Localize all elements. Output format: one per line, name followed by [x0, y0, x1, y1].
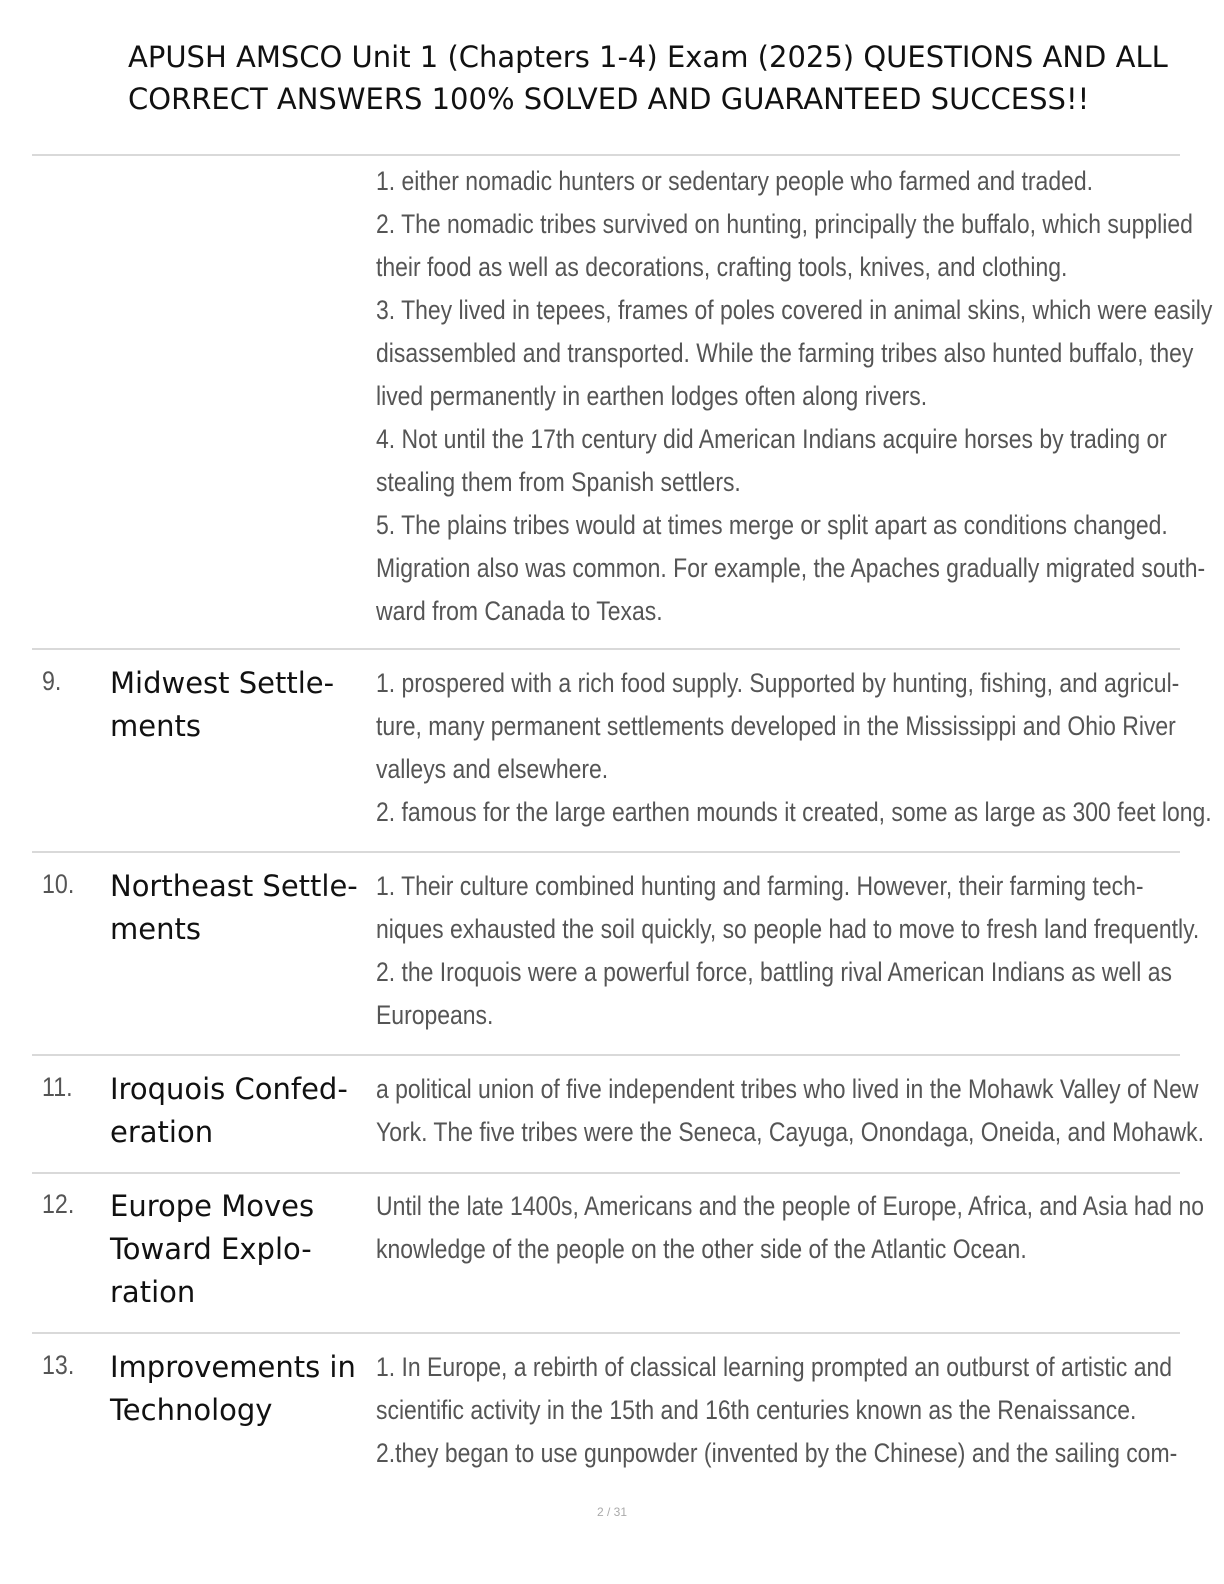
card-number: 13. — [42, 1350, 75, 1380]
definition-line: Migration also was common. For example, the Apaches gradually migrated south- — [376, 553, 1206, 583]
definition-line: Until the late 1400s, Americans and the people of Europe, Africa, and Asia had no — [376, 1191, 1205, 1221]
definition-line: 1. prospered with a rich food supply. Supported by hunting, fishing, and agricul- — [376, 668, 1180, 698]
definition-line: ture, many permanent settlements developed in the Mississippi and Ohio River — [376, 711, 1176, 741]
card-number: 9. — [42, 666, 62, 696]
definition-line: 1. In Europe, a rebirth of classical learning prompted an outburst of artistic and — [376, 1352, 1173, 1382]
term-line: Europe Moves — [110, 1189, 315, 1223]
definition-line: lived permanently in earthen lodges often along rivers. — [376, 381, 928, 411]
definition-line: a political union of five independent tribes who lived in the Mohawk Valley of New — [376, 1074, 1199, 1104]
definition — [376, 662, 1212, 834]
definition-line: 2. the Iroquois were a powerful force, battling rival American Indians as well as — [376, 957, 1173, 987]
card-number: 10. — [42, 869, 75, 899]
page-indicator: 2 / 31 — [596, 1505, 628, 1519]
definition-line: 5. The plains tribes would at times merge or split apart as conditions changed. — [376, 510, 1168, 540]
term-line: Improvements in — [110, 1350, 356, 1384]
definition-line: 4. Not until the 17th century did American Indians acquire horses by trading or — [376, 424, 1167, 454]
card-divider — [32, 648, 1180, 650]
term-line: eration — [110, 1115, 214, 1149]
term — [110, 1346, 372, 1432]
definition-line: Europeans. — [376, 1000, 494, 1030]
definition-line: 1. either nomadic hunters or sedentary people who farmed and traded. — [376, 166, 1093, 196]
term — [110, 865, 372, 951]
term-line: Technology — [110, 1393, 273, 1427]
card-divider — [32, 851, 1180, 853]
definition-line: 3. They lived in tepees, frames of poles covered in animal skins, which were easily — [376, 295, 1213, 325]
card-divider — [32, 1172, 1180, 1174]
card-divider — [32, 1054, 1180, 1056]
definition-line: niques exhausted the soil quickly, so people had to move to fresh land frequently. — [376, 914, 1200, 944]
card-number: 11. — [42, 1072, 73, 1102]
term-line: ments — [110, 709, 201, 743]
term — [110, 662, 372, 748]
card-divider — [32, 1332, 1180, 1334]
term-line: Toward Explo- — [110, 1232, 312, 1266]
definition-line: 2.they began to use gunpowder (invented by the Chinese) and the sailing com- — [376, 1438, 1178, 1468]
term-line: ments — [110, 912, 201, 946]
definition-line: York. The five tribes were the Seneca, Cayuga, Onondaga, Oneida, and Mohawk. — [376, 1117, 1204, 1147]
definition — [376, 160, 1213, 633]
definition-line: knowledge of the people on the other side of the Atlantic Ocean. — [376, 1234, 1027, 1264]
term-line: Iroquois Confed- — [110, 1072, 348, 1106]
definition — [376, 1346, 1178, 1475]
definition — [376, 1185, 1205, 1271]
term — [110, 1185, 372, 1314]
definition — [376, 865, 1200, 1037]
definition-line: 2. The nomadic tribes survived on hunting, principally the buffalo, which supplied — [376, 209, 1193, 239]
title-line-1: APUSH AMSCO Unit 1 (Chapters 1-4) Exam (2025) QUESTIONS AND ALL — [128, 40, 1168, 74]
definition-line: disassembled and transported. While the farming tribes also hunted buffalo, they — [376, 338, 1194, 368]
definition — [376, 1068, 1204, 1154]
header-divider — [32, 154, 1180, 156]
definition-line: 2. famous for the large earthen mounds it created, some as large as 300 feet long. — [376, 797, 1212, 827]
term-line: ration — [110, 1275, 196, 1309]
definition-line: valleys and elsewhere. — [376, 754, 609, 784]
document-title — [128, 36, 1188, 120]
term-line: Northeast Settle- — [110, 869, 358, 903]
title-line-2: CORRECT ANSWERS 100% SOLVED AND GUARANTEED SUCCESS!! — [128, 82, 1090, 116]
definition-line: stealing them from Spanish settlers. — [376, 467, 741, 497]
term — [110, 1068, 372, 1154]
card-number: 12. — [42, 1189, 75, 1219]
term-line: Midwest Settle- — [110, 666, 335, 700]
definition-line: ward from Canada to Texas. — [376, 596, 663, 626]
definition-line: their food as well as decorations, crafting tools, knives, and clothing. — [376, 252, 1068, 282]
definition-line: 1. Their culture combined hunting and farming. However, their farming tech- — [376, 871, 1144, 901]
definition-line: scientific activity in the 15th and 16th centuries known as the Renaissance. — [376, 1395, 1137, 1425]
